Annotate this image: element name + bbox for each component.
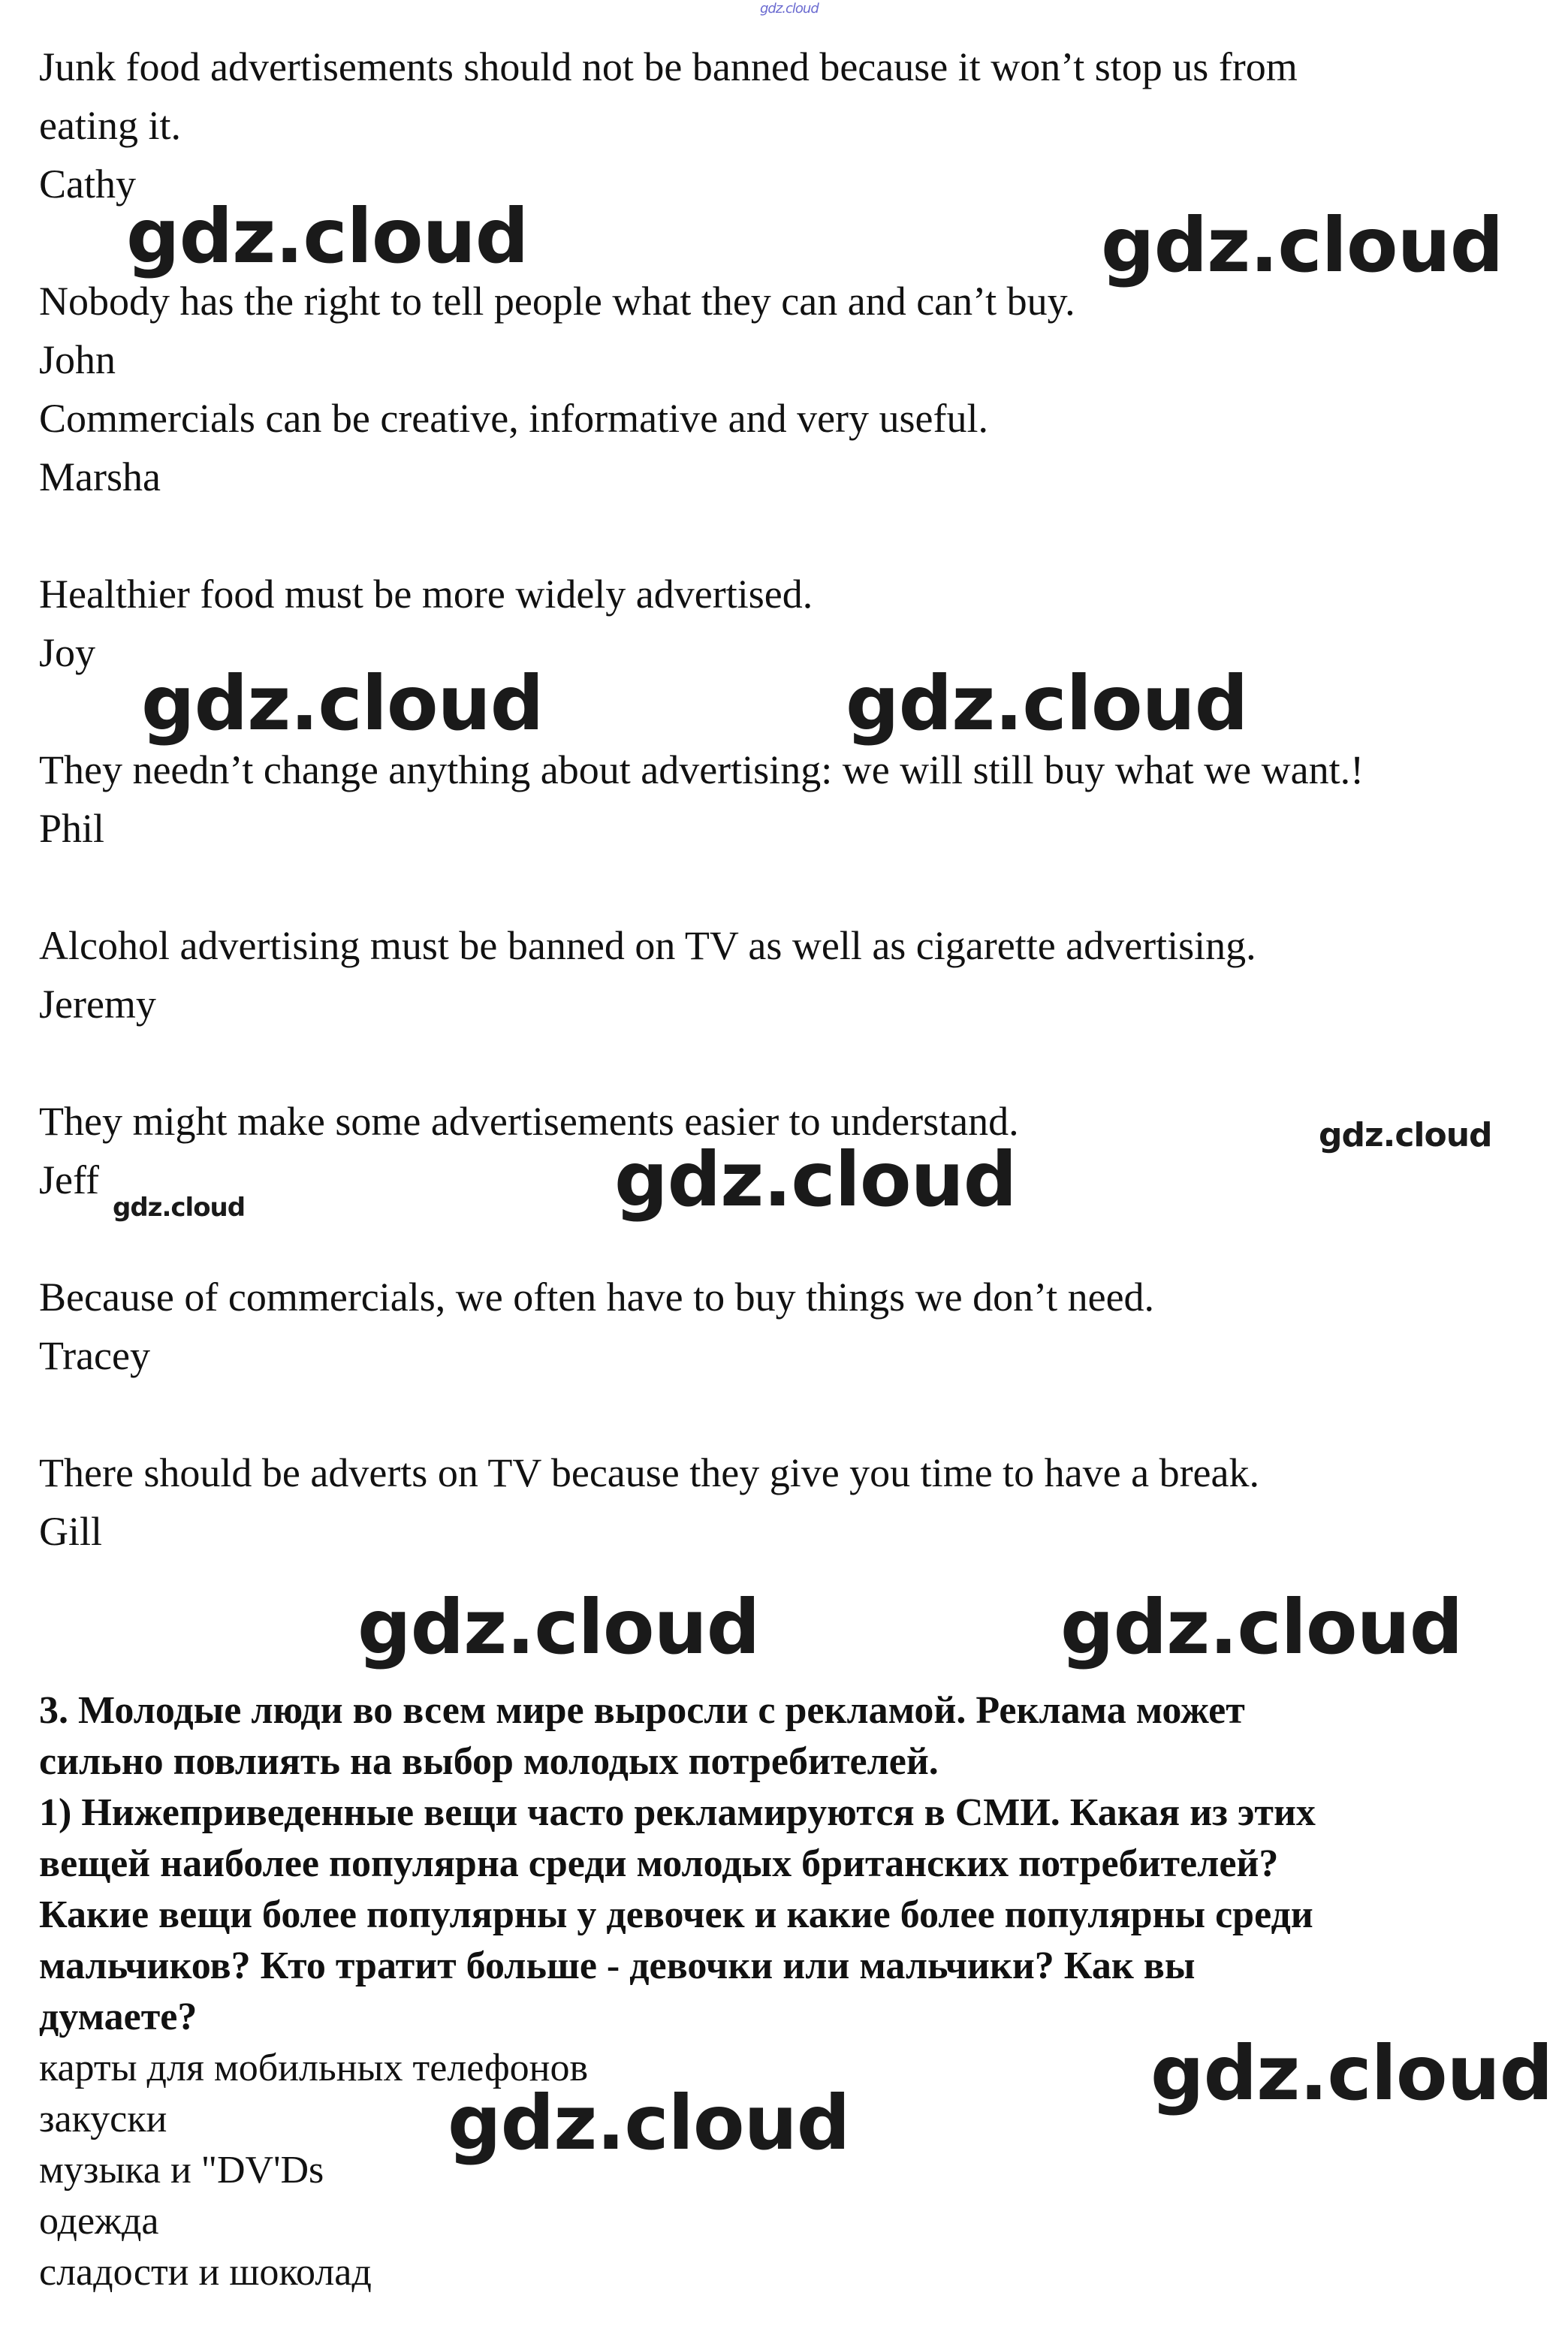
opinion-author: Marsha (39, 454, 161, 499)
opinion-author: John (39, 337, 116, 382)
opinion-author: Jeff (39, 1157, 99, 1202)
task-line: 3. Молодые люди во всем мире выросли с рекламой. Реклама может (39, 1689, 1245, 1732)
opinion-text: Commercials can be creative, informative and very useful. (39, 396, 988, 441)
task-line: думаете? (39, 1996, 198, 2038)
watermark: gdz.cloud (1150, 2029, 1553, 2117)
list-item: одежда (39, 2200, 159, 2243)
opinion-text: They needn’t change anything about advertising: we will still buy what we want.! (39, 747, 1364, 792)
list-item: музыка и "DV'Ds (39, 2149, 324, 2192)
opinion-author: Cathy (39, 161, 136, 207)
opinion-author: Jeremy (39, 982, 156, 1027)
watermark: gdz.cloud (357, 1583, 760, 1671)
watermark: gdz.cloud (1319, 1116, 1492, 1154)
task-line: Какие вещи более популярны у девочек и какие более популярны среди (39, 1893, 1313, 1936)
watermark: gdz.cloud (113, 1193, 246, 1223)
list-item: сладости и шоколад (39, 2251, 372, 2294)
watermark: gdz.cloud (1060, 1583, 1463, 1671)
task-line: 1) Нижеприведенные вещи часто рекламируются в СМИ. Какая из этих (39, 1791, 1316, 1834)
task-line: мальчиков? Кто тратит больше - девочки или мальчики? Как вы (39, 1944, 1196, 1987)
opinion-text: Because of commercials, we often have to buy things we don’t need. (39, 1275, 1155, 1320)
opinion-text: Junk food advertisements should not be banned because it won’t stop us from (39, 44, 1298, 89)
task-line: сильно повлиять на выбор молодых потребителей. (39, 1740, 939, 1783)
watermark: gdz.cloud (141, 659, 544, 747)
watermark: gdz.cloud (846, 659, 1248, 747)
watermark: gdz.cloud (614, 1136, 1017, 1223)
watermark: gdz.cloud (126, 192, 529, 280)
list-item: закуски (39, 2098, 167, 2140)
opinion-text: Healthier food must be more widely advertised. (39, 572, 813, 617)
opinion-author: Phil (39, 806, 105, 851)
opinion-text: Nobody has the right to tell people what they can and can’t buy. (39, 279, 1075, 324)
header-watermark: gdz.cloud (760, 1, 819, 17)
list-item: карты для мобильных телефонов (39, 2047, 589, 2089)
opinion-text: eating it. (39, 103, 181, 148)
opinion-text: There should be adverts on TV because they give you time to have a break. (39, 1450, 1259, 1495)
opinion-text: They might make some advertisements easier to understand. (39, 1099, 1019, 1144)
watermark: gdz.cloud (448, 2079, 850, 2167)
task-line: вещей наиболее популярна среди молодых британских потребителей? (39, 1842, 1279, 1885)
opinion-text: Alcohol advertising must be banned on TV as well as cigarette advertising. (39, 923, 1256, 968)
opinion-author: Gill (39, 1509, 103, 1554)
opinion-author: Tracey (39, 1333, 150, 1378)
watermark: gdz.cloud (1101, 201, 1503, 289)
opinion-author: Joy (39, 630, 96, 675)
